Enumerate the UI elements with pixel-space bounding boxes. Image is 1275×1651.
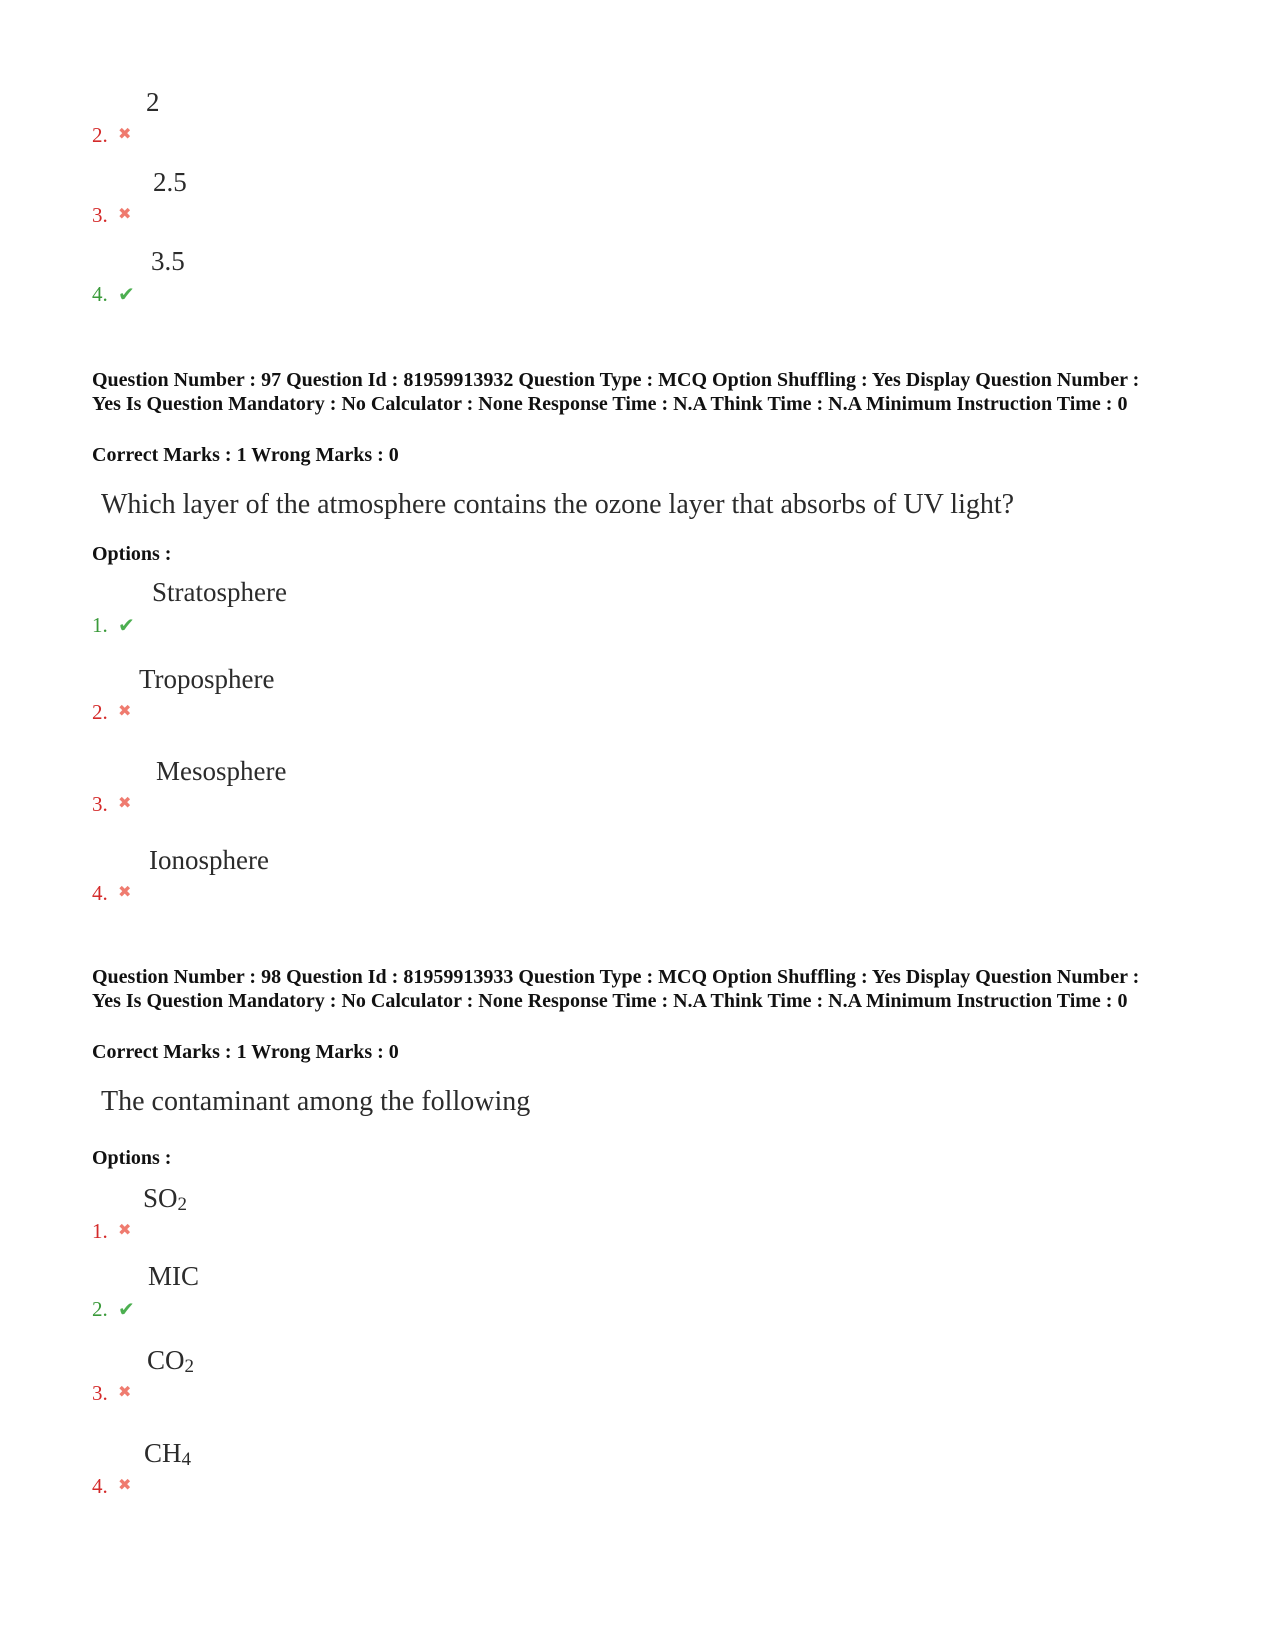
option-number: 4. [92, 881, 108, 905]
cross-mark-icon: ✖ [118, 793, 132, 812]
cross-mark-icon: ✖ [118, 204, 132, 223]
option-formula [143, 1182, 187, 1214]
formula-subscript: 2 [184, 1356, 195, 1377]
question-marks: Correct Marks : 1 Wrong Marks : 0 [92, 444, 399, 466]
cross-mark-icon: ✖ [118, 1220, 132, 1239]
option-row [92, 166, 692, 226]
options-label: Options : [92, 543, 172, 565]
option-row [92, 1344, 692, 1404]
formula-base: CO [147, 1345, 185, 1375]
question-meta: Question Number : 97 Question Id : 81959913932 Question Type : MCQ Option Shuffling : Yes Display Question Number : Yes Is Question Mandatory : No Calculator : None Response Time : N.A Think Time : N.A Minimum Instruction Time : 0 [92, 369, 1140, 415]
check-mark-icon: ✔ [118, 1297, 135, 1321]
cross-mark-icon: ✖ [118, 701, 132, 720]
question-text: Which layer of the atmosphere contains the ozone layer that absorbs of UV light? [101, 489, 1015, 520]
option-number: 4. [92, 1474, 108, 1498]
option-row [92, 663, 692, 723]
options-label: Options : [92, 1147, 172, 1169]
cross-mark-icon: ✖ [118, 882, 132, 901]
option-row [92, 1260, 692, 1320]
option-row [92, 1437, 692, 1497]
question-text: The contaminant among the following [101, 1086, 531, 1117]
option-row [92, 245, 692, 305]
option-number: 1. [92, 613, 108, 637]
option-formula [147, 1344, 194, 1376]
question-marks: Correct Marks : 1 Wrong Marks : 0 [92, 1041, 399, 1063]
formula-base: SO [143, 1183, 178, 1213]
option-number: 2. [92, 1297, 108, 1321]
cross-mark-icon: ✖ [118, 1475, 132, 1494]
option-number: 1. [92, 1219, 108, 1243]
cross-mark-icon: ✖ [118, 1382, 132, 1401]
option-text: Mesosphere [156, 756, 287, 786]
option-text: 2 [146, 87, 160, 117]
check-mark-icon: ✔ [118, 613, 135, 637]
check-mark-icon: ✔ [118, 282, 135, 306]
option-formula [144, 1437, 191, 1469]
option-row [92, 1182, 692, 1242]
option-row [92, 844, 692, 904]
formula-base: MIC [148, 1261, 200, 1291]
option-text: 2.5 [153, 167, 187, 197]
formula-subscript: 4 [181, 1449, 192, 1470]
option-row [92, 86, 692, 146]
option-text: Troposphere [139, 664, 275, 694]
option-formula [148, 1260, 199, 1292]
option-number: 3. [92, 792, 108, 816]
formula-subscript: 2 [177, 1194, 188, 1215]
option-text: Ionosphere [149, 845, 269, 875]
cross-mark-icon: ✖ [118, 124, 132, 143]
question-meta: Question Number : 98 Question Id : 81959913933 Question Type : MCQ Option Shuffling : Yes Display Question Number : Yes Is Question Mandatory : No Calculator : None Response Time : N.A Think Time : N.A Minimum Instruction Time : 0 [92, 966, 1140, 1012]
option-number: 4. [92, 282, 108, 306]
option-row [92, 755, 692, 815]
option-number: 2. [92, 123, 108, 147]
option-text: 3.5 [151, 246, 185, 276]
option-number: 2. [92, 700, 108, 724]
option-number: 3. [92, 203, 108, 227]
option-row [92, 576, 692, 636]
option-text: Stratosphere [152, 577, 287, 607]
option-number: 3. [92, 1381, 108, 1405]
formula-base: CH [144, 1438, 182, 1468]
